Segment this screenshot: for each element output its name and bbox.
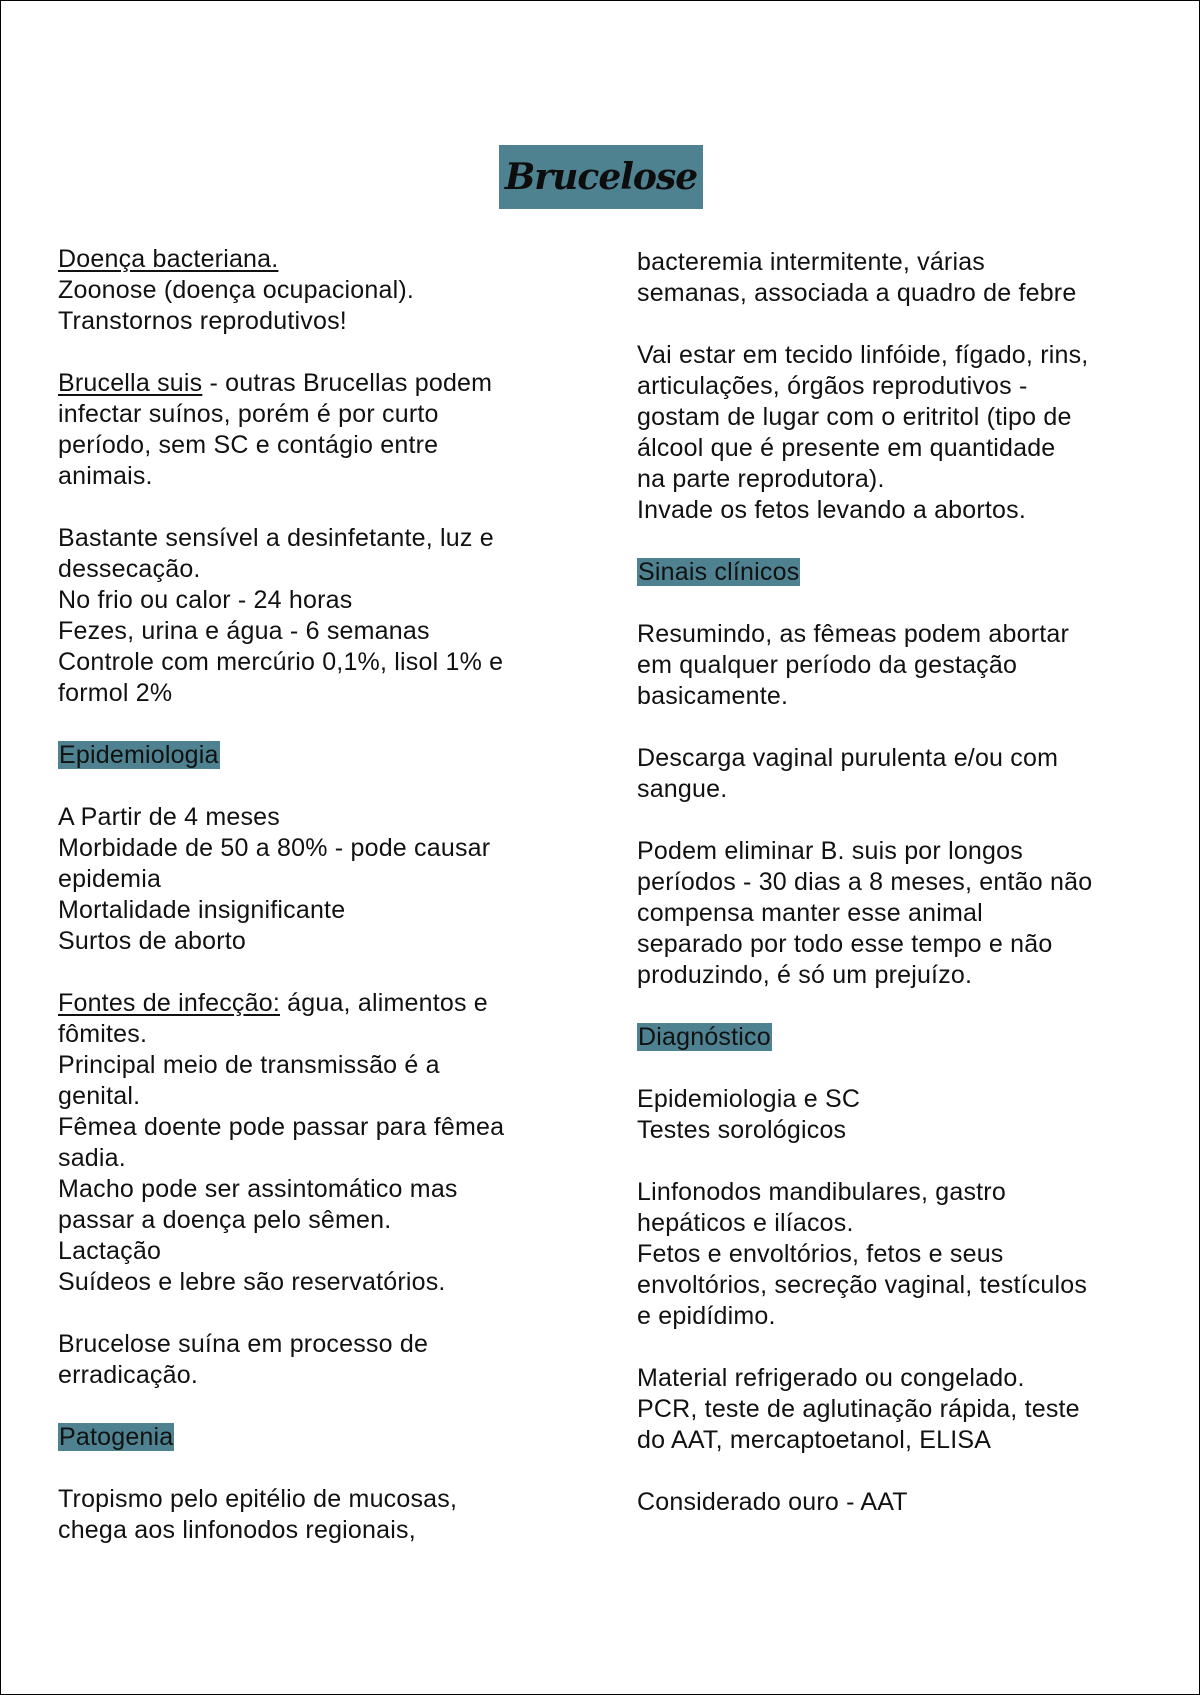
text-line: Bastante sensível a desinfetante, luz e <box>58 524 494 552</box>
text-line: Mortalidade insignificante <box>58 896 346 924</box>
text-line: Fêmea doente pode passar para fêmea <box>58 1113 505 1141</box>
text-line: Brucelose suína em processo de <box>58 1330 429 1358</box>
text-line: chega aos linfonodos regionais, <box>58 1516 416 1544</box>
text-line: passar a doença pelo sêmen. <box>58 1206 392 1234</box>
text-line: basicamente. <box>637 682 789 710</box>
text-line: Resumindo, as fêmeas podem abortar <box>637 620 1070 648</box>
text-line: produzindo, é só um prejuízo. <box>637 961 973 989</box>
text-line: fômites. <box>58 1020 148 1048</box>
text-line: PCR, teste de aglutinação rápida, teste <box>637 1395 1080 1423</box>
text-line: formol 2% <box>58 679 173 707</box>
text-line: Descarga vaginal purulenta e/ou com <box>637 744 1059 772</box>
text-line: Principal meio de transmissão é a <box>58 1051 440 1079</box>
text-line: infectar suínos, porém é por curto <box>58 400 439 428</box>
text-line: gostam de lugar com o eritritol (tipo de <box>637 403 1072 431</box>
section-heading-patogenia: Patogenia <box>59 1423 174 1451</box>
text-line: A Partir de 4 meses <box>58 803 280 831</box>
section-heading-sinais-clinicos: Sinais clínicos <box>638 558 800 586</box>
text-line: Epidemiologia e SC <box>637 1085 861 1113</box>
text-line: Macho pode ser assintomático mas <box>58 1175 458 1203</box>
text-line: Lactação <box>58 1237 162 1265</box>
left-column <box>58 244 578 1546</box>
text-line: No frio ou calor - 24 horas <box>58 586 353 614</box>
text-line: Considerado ouro - AAT <box>637 1488 908 1516</box>
text-line: sadia. <box>58 1144 126 1172</box>
text-line: álcool que é presente em quantidade <box>637 434 1056 462</box>
text-line: Tropismo pelo epitélio de mucosas, <box>58 1485 458 1513</box>
text-line: Surtos de aborto <box>58 927 247 955</box>
text-line: do AAT, mercaptoetanol, ELISA <box>637 1426 992 1454</box>
right-column <box>637 247 1147 1518</box>
text-line: sangue. <box>637 775 728 803</box>
text-line: Material refrigerado ou congelado. <box>637 1364 1025 1392</box>
text-line: envoltórios, secreção vaginal, testículos <box>637 1271 1088 1299</box>
text-line: Fezes, urina e água - 6 semanas <box>58 617 430 645</box>
text-line: Fetos e envoltórios, fetos e seus <box>637 1240 1004 1268</box>
text-line: epidemia <box>58 865 162 893</box>
text-line: Zoonose (doença ocupacional). <box>58 276 415 304</box>
text-line: Podem eliminar B. suis por longos <box>637 837 1023 865</box>
text-line: bacteremia intermitente, várias <box>637 248 986 276</box>
text-span: - outras Brucellas podem <box>202 369 493 397</box>
text-line: hepáticos e ilíacos. <box>637 1209 854 1237</box>
text-line: períodos - 30 dias a 8 meses, então não <box>637 868 1093 896</box>
text-line: articulações, órgãos reprodutivos - <box>637 372 1028 400</box>
text-line: Morbidade de 50 a 80% - pode causar <box>58 834 491 862</box>
text-line: Testes sorológicos <box>637 1116 847 1144</box>
text-line: período, sem SC e contágio entre <box>58 431 439 459</box>
text-line: genital. <box>58 1082 141 1110</box>
text-line: Vai estar em tecido linfóide, fígado, rins, <box>637 341 1089 369</box>
text-line: animais. <box>58 462 153 490</box>
text-line: dessecação. <box>58 555 201 583</box>
text-line: na parte reprodutora). <box>637 465 885 493</box>
text-line: separado por todo esse tempo e não <box>637 930 1053 958</box>
text-line: Linfonodos mandibulares, gastro <box>637 1178 1006 1206</box>
text-line: Suídeos e lebre são reservatórios. <box>58 1268 446 1296</box>
text-line: Transtornos reprodutivos! <box>58 307 347 335</box>
page-title: Brucelose <box>499 145 703 209</box>
text-line: compensa manter esse animal <box>637 899 983 927</box>
text-line: erradicação. <box>58 1361 198 1389</box>
text-span: água, alimentos e <box>280 989 488 1017</box>
text-line: semanas, associada a quadro de febre <box>637 279 1077 307</box>
text-line: Invade os fetos levando a abortos. <box>637 496 1027 524</box>
section-heading-epidemiologia: Epidemiologia <box>59 741 219 769</box>
intro-heading: Doença bacteriana. <box>58 245 279 273</box>
fontes-label: Fontes de infecção: <box>58 989 280 1017</box>
brucella-label: Brucella suis <box>58 369 203 397</box>
text-line: Controle com mercúrio 0,1%, lisol 1% e <box>58 648 504 676</box>
text-line: e epidídimo. <box>637 1302 776 1330</box>
text-line: em qualquer período da gestação <box>637 651 1018 679</box>
section-heading-diagnostico: Diagnóstico <box>638 1023 771 1051</box>
